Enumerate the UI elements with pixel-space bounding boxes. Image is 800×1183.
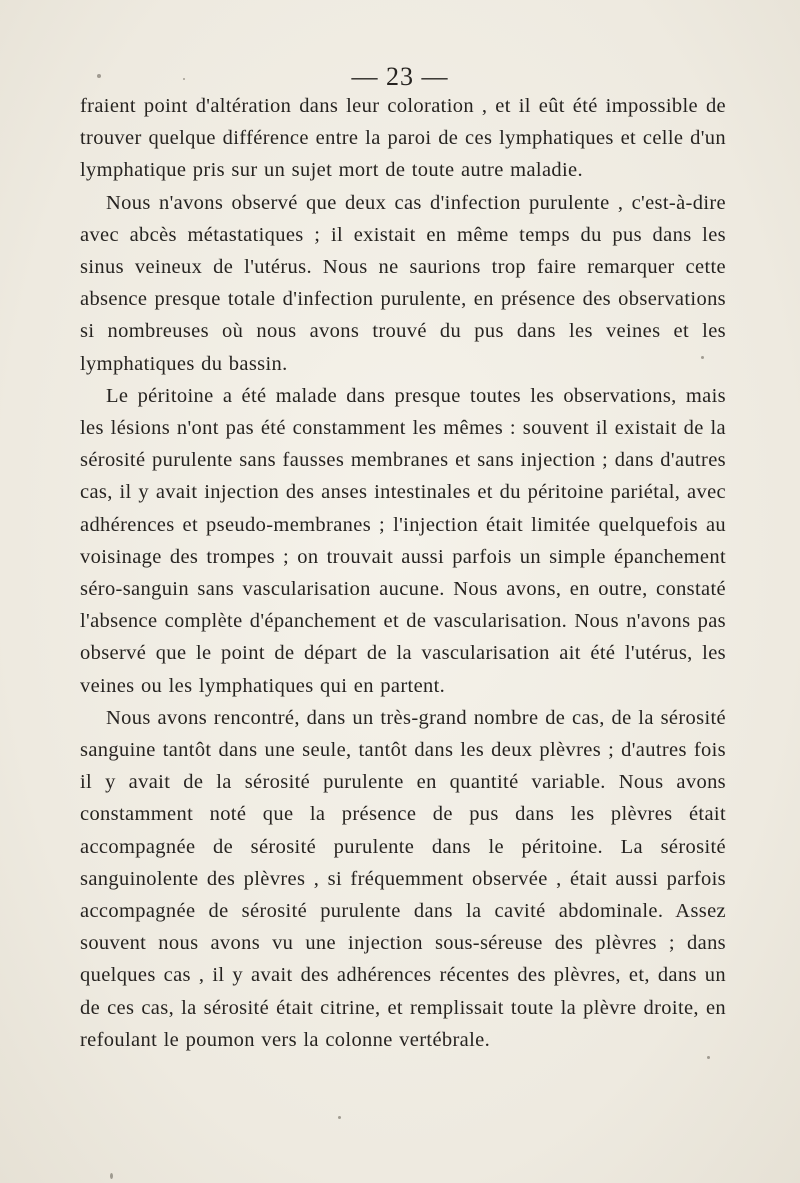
paragraph-4: Nous avons rencontré, dans un très-grand nombre de cas, de la sérosité sanguine tantôt dans une seule, tantôt dans les deux plèvres ; d'autres fois il y avait de la sérosité purulente en quantité variable. Nous avons constamment noté que la présence de pus dans les plèvres était accompagnée de sérosité purulente dans le péritoine. La sérosité sanguinolente des plèvres , si fréquemment observée , était aussi parfois accompagnée de sérosité purulente dans la cavité abdominale. Assez souvent nous avons vu une injection sous-séreuse des plèvres ; dans quelques cas , il y avait des adhérences récentes des plèvres, et, dans un de ces cas, la sérosité était citrine, et remplissait toute la plèvre droite, en refoulant le poumon vers la colonne vertébrale. [80,706,726,1051]
body-text [80,90,726,1056]
ink-speck [338,1116,341,1119]
ink-speck [97,74,101,78]
ink-speck [701,356,704,359]
paragraph-2: Nous n'avons observé que deux cas d'infection purulente , c'est-à-dire avec abcès métastatiques ; il existait en même temps du pus dans les sinus veineux de l'utérus. Nous ne saurions trop faire remarquer cette absence presque totale d'infection purulente, en présence des observations si nombreuses où nous avons trouvé du pus dans les veines et les lymphatiques du bassin. [80,191,726,375]
ink-speck [707,1056,710,1059]
page-number: — 23 — [351,62,449,91]
ink-speck [110,1173,113,1179]
paragraph-3: Le péritoine a été malade dans presque toutes les observations, mais les lésions n'ont pas été constamment les mêmes : souvent il existait de la sérosité purulente sans fausses membranes et sans injection ; dans d'autres cas, il y avait injection des anses intestinales et du péritoine pariétal, avec adhérences et pseudo-membranes ; l'injection était limitée quelquefois au voisinage des trompes ; on trouvait aussi parfois un simple épanchement séro-sanguin sans vascularisation aucune. Nous avons, en outre, constaté l'absence complète d'épanchement et de vascularisation. Nous n'avons pas observé que le point de départ de la vascularisation ait été l'utérus, les veines ou les lymphatiques qui en partent. [80,384,726,697]
paragraph-1: fraient point d'altération dans leur coloration , et il eût été impossible de trouver quelque différence entre la paroi de ces lymphatiques et celle d'un lymphatique pris sur un sujet mort de toute autre maladie. [80,95,726,182]
ink-speck [183,78,185,80]
